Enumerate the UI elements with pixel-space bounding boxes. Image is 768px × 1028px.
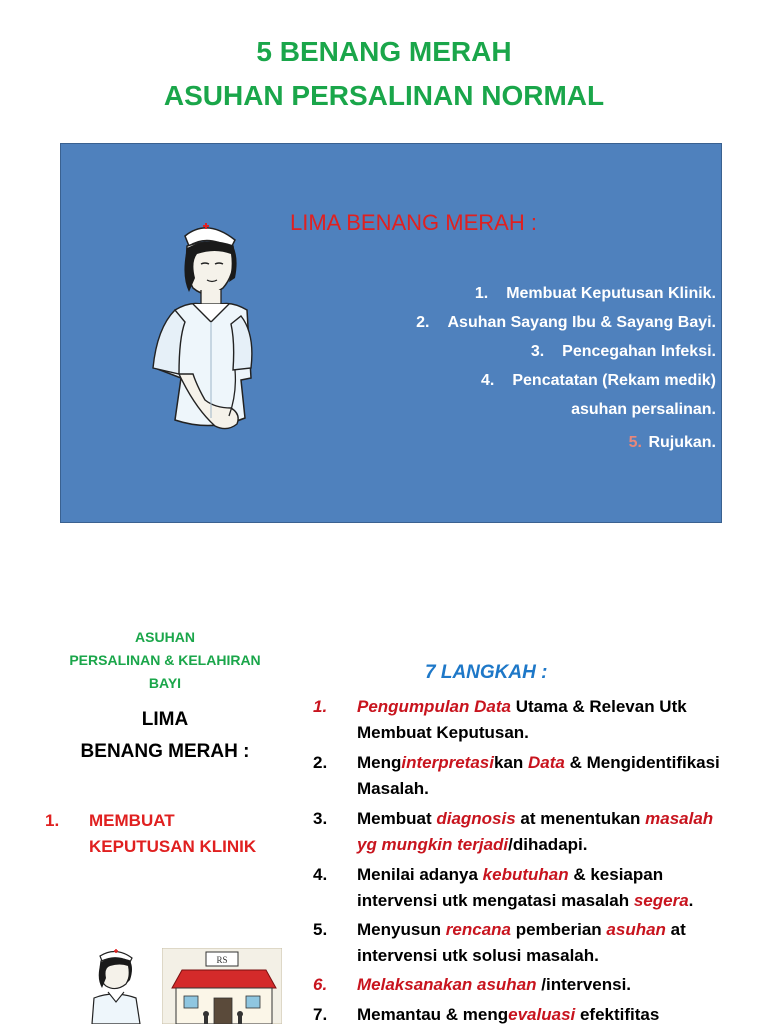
step-text: pemberian bbox=[511, 920, 607, 939]
left-heading-line1: LIMA bbox=[141, 709, 189, 730]
step-text: at intervensi utk solusi masalah. bbox=[357, 920, 686, 965]
step-text: & kesiapan intervensi utk mengatasi masalah bbox=[357, 865, 664, 910]
list-item bbox=[475, 285, 716, 303]
left-list-item-line1: MEMBUAT bbox=[89, 811, 175, 830]
list-item bbox=[531, 343, 716, 361]
step-text: Menilai adanya bbox=[357, 865, 483, 884]
step-item bbox=[313, 862, 733, 914]
step-number: 6. bbox=[313, 975, 328, 994]
list-item bbox=[481, 372, 716, 390]
step-highlight: interpretasi bbox=[401, 753, 494, 772]
list-item-text: Membuat Keputusan Klinik. bbox=[506, 285, 716, 302]
list-item-number: 2. bbox=[416, 314, 430, 331]
step-text: efektifitas bbox=[575, 1005, 660, 1024]
step-text: Utama & Relevan Utk Membuat Keputusan. bbox=[357, 697, 687, 742]
step-highlight: masalah yg mungkin terjadi bbox=[357, 809, 714, 854]
step-highlight: diagnosis bbox=[436, 809, 516, 828]
step-number: 3. bbox=[313, 809, 328, 828]
step-text: /intervensi. bbox=[536, 975, 632, 994]
list-item bbox=[416, 314, 716, 332]
step-item bbox=[313, 694, 733, 746]
small-nurse-illustration bbox=[86, 946, 146, 1024]
list-item-number: 1. bbox=[474, 285, 489, 302]
step-text: /dihadapi. bbox=[508, 835, 588, 854]
step-highlight: rencana bbox=[445, 920, 511, 939]
step-highlight: kebutuhan bbox=[482, 865, 569, 884]
step-item bbox=[313, 972, 733, 998]
list-item-continuation bbox=[571, 401, 716, 419]
hospital-illustration bbox=[162, 948, 282, 1024]
step-highlight: Melaksanakan asuhan bbox=[357, 975, 537, 994]
page-title-line2: ASUHAN PERSALINAN NORMAL bbox=[163, 80, 605, 111]
step-number: 2. bbox=[313, 753, 328, 772]
box-heading: LIMA BENANG MERAH : bbox=[290, 210, 537, 235]
step-item bbox=[313, 806, 733, 858]
step-item bbox=[313, 917, 733, 969]
step-number: 7. bbox=[313, 1005, 328, 1024]
page-title-line1: 5 BENANG MERAH bbox=[256, 36, 512, 67]
step-text: Membuat bbox=[357, 809, 437, 828]
step-highlight: evaluasi bbox=[508, 1005, 576, 1024]
list-item-number: 4. bbox=[481, 372, 495, 389]
list-item-text: Pencatatan (Rekam medik) bbox=[512, 372, 716, 389]
step-highlight: segera bbox=[633, 891, 689, 910]
list-item-text: asuhan persalinan. bbox=[571, 401, 716, 418]
step-highlight: asuhan bbox=[606, 920, 666, 939]
step-highlight: Data bbox=[528, 753, 565, 772]
list-item-number: 5. bbox=[628, 434, 642, 451]
hospital-sign-text: RS bbox=[216, 955, 228, 965]
left-subtitle-line2: PERSALINAN & KELAHIRAN bbox=[69, 652, 261, 668]
step-number: 1. bbox=[313, 697, 328, 716]
list-item-number: 3. bbox=[530, 343, 545, 360]
step-number: 4. bbox=[313, 865, 328, 884]
left-heading-line2: BENANG MERAH : bbox=[80, 741, 250, 762]
step-text: . bbox=[688, 891, 694, 910]
left-list-item bbox=[45, 808, 256, 860]
left-subtitle-line3: BAYI bbox=[148, 675, 182, 691]
list-item bbox=[629, 434, 716, 452]
nurse-illustration bbox=[145, 218, 255, 453]
step-item bbox=[313, 750, 733, 802]
step-item bbox=[313, 1002, 733, 1028]
steps-heading: 7 LANGKAH : bbox=[425, 662, 548, 683]
left-list-item-line2: KEPUTUSAN KLINIK bbox=[89, 837, 257, 856]
left-subtitle-line1: ASUHAN bbox=[135, 629, 195, 645]
list-item-text: Asuhan Sayang Ibu & Sayang Bayi. bbox=[447, 314, 716, 331]
step-text: Memantau & meng bbox=[357, 1005, 509, 1024]
step-highlight: Pengumpulan Data bbox=[357, 697, 511, 716]
list-item-text: Rujukan. bbox=[648, 434, 716, 451]
step-text: Menyusun bbox=[357, 920, 446, 939]
step-text: at menentukan bbox=[515, 809, 646, 828]
left-list-item-number: 1. bbox=[45, 811, 60, 830]
step-number: 5. bbox=[313, 920, 328, 939]
step-text: kan bbox=[493, 753, 529, 772]
step-text: Meng bbox=[357, 753, 402, 772]
list-item-text: Pencegahan Infeksi. bbox=[562, 343, 716, 360]
step-text: & Mengidentifikasi Masalah. bbox=[357, 753, 720, 798]
